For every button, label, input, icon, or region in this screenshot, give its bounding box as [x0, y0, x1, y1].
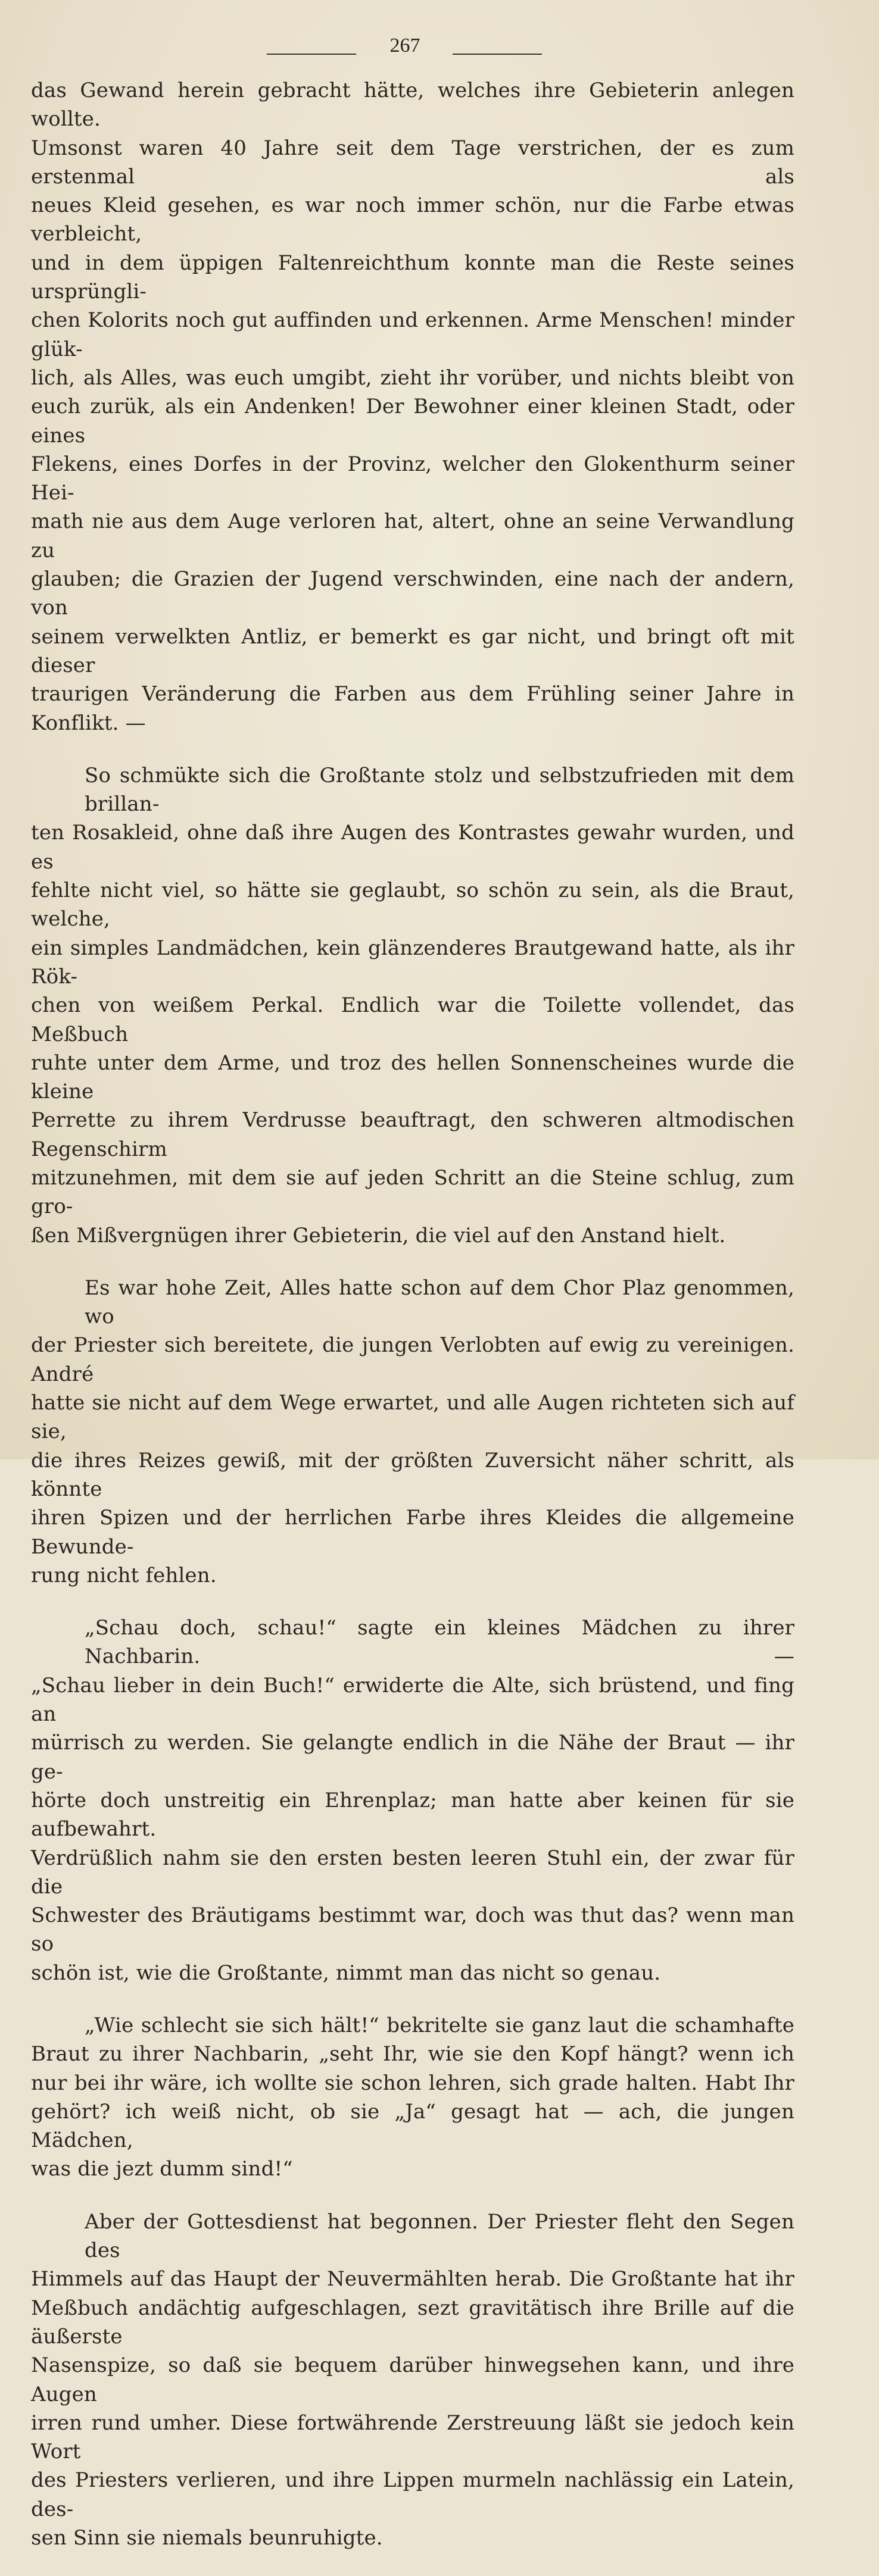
text-line: Umsonst waren 40 Jahre seit dem Tage verstrichen, der es zum erstenmal als — [31, 136, 794, 189]
text-line: Es war hohe Zeit, Alles hatte schon auf dem Chor Plaz genommen, wo — [85, 1276, 794, 1329]
text-line: ein simples Landmädchen, kein glänzenderes Brautgewand hatte, als ihr Rök- — [31, 936, 794, 989]
text-line: „Wie schlecht sie sich hält!“ bekritelte sie ganz laut die schamhafte — [85, 2014, 794, 2037]
text-line: hatte sie nicht auf dem Wege erwartet, und alle Augen richteten sich auf sie, — [31, 1391, 794, 1444]
text-line: und in dem üppigen Faltenreichthum konnte man die Reste seines ursprüngli- — [31, 251, 794, 304]
page-number: 267 — [389, 35, 420, 57]
text-line: Himmels auf das Haupt der Neuvermählten herab. Die Großtante hat ihr — [31, 2267, 794, 2291]
text-line: seinem verwelkten Antliz, er bemerkt es gar nicht, und bringt oft mit dieser — [31, 624, 794, 677]
text-line: „Schau doch, schau!“ sagte ein kleines Mädchen zu ihrer Nachbarin. — — [85, 1616, 794, 1669]
text-line: nur bei ihr wäre, ich wollte sie schon lehren, sich grade halten. Habt Ihr — [31, 2071, 794, 2095]
text-line: Nasenspize, so daß sie bequem darüber hinwegsehen kann, und ihre Augen — [31, 2353, 794, 2406]
text-line: traurigen Veränderung die Farben aus dem Frühling seiner Jahre in Konflikt. — — [31, 682, 794, 735]
text-line: neues Kleid gesehen, es war noch immer schön, nur die Farbe etwas verbleicht, — [31, 193, 794, 246]
paragraph — [31, 2208, 794, 2553]
text-line: rung nicht fehlen. — [31, 1563, 217, 1587]
text-line: Flekens, eines Dorfes in der Provinz, welcher den Glokenthurm seiner Hei- — [31, 452, 794, 505]
text-line: euch zurük, als ein Andenken! Der Bewohner einer kleinen Stadt, oder eines — [31, 395, 794, 448]
text-line: des Priesters verlieren, und ihre Lippen murmeln nachlässig ein Latein, des- — [31, 2468, 794, 2521]
text-line: fehlte nicht viel, so hätte sie geglaubt, so schön zu sein, als die Braut, welche, — [31, 879, 794, 931]
text-line: das Gewand herein gebracht hätte, welches ihre Gebieterin anlegen wollte. — [31, 79, 794, 132]
text-line: glauben; die Grazien der Jugend verschwinden, eine nach der andern, von — [31, 567, 794, 620]
text-line: math nie aus dem Auge verloren hat, altert, ohne an seine Verwandlung zu — [31, 509, 794, 562]
body-text — [31, 76, 794, 2576]
text-line: Perrette zu ihrem Verdrusse beauftragt, den schweren altmodischen Regenschirm — [31, 1108, 794, 1161]
text-line: lich, als Alles, was euch umgibt, zieht ihr vorüber, und nichts bleibt von — [31, 365, 794, 390]
text-line: gehört? ich weiß nicht, ob sie „Ja“ gesagt hat — ach, die jungen Mädchen, — [31, 2099, 794, 2153]
text-line: Meßbuch andächtig aufgeschlagen, sezt gravitätisch ihre Brille auf die äußerste — [31, 2296, 794, 2349]
paragraph — [31, 1274, 794, 1590]
paragraph — [31, 1614, 794, 1987]
header-rule-left — [267, 54, 356, 55]
text-line: Verdrüßlich nahm sie den ersten besten leeren Stuhl ein, der zwar für die — [31, 1846, 794, 1899]
header-rule-right — [453, 54, 542, 55]
text-line: mürrisch zu werden. Sie gelangte endlich in die Nähe der Braut — ihr ge- — [31, 1731, 794, 1784]
text-line: Aber der Gottesdienst hat begonnen. Der Priester fleht den Segen des — [85, 2209, 794, 2263]
paragraph — [31, 761, 794, 1250]
text-line: mitzunehmen, mit dem sie auf jeden Schritt an die Steine schlug, zum gro- — [31, 1165, 794, 1219]
paragraph — [31, 76, 794, 737]
text-line: Braut zu ihrer Nachbarin, „seht Ihr, wie sie den Kopf hängt? wenn ich — [31, 2042, 794, 2067]
text-line: ihren Spizen und der herrlichen Farbe ihres Kleides die allgemeine Bewunde- — [31, 1506, 794, 1559]
text-line: Schwester des Bräutigams bestimmt war, doch was thut das? wenn man so — [31, 1903, 794, 1956]
text-line: was die jezt dumm sind!“ — [31, 2157, 293, 2181]
text-line: hörte doch unstreitig ein Ehrenplaz; man hatte aber keinen für sie aufbewahrt. — [31, 1788, 794, 1842]
text-line: sen Sinn sie niemals beunruhigte. — [31, 2526, 383, 2550]
text-line: schön ist, wie die Großtante, nimmt man das nicht so genau. — [31, 1961, 661, 1985]
text-line: „Schau lieber in dein Buch!“ erwiderte die Alte, sich brüstend, und fing an — [31, 1673, 794, 1727]
page-header — [0, 18, 879, 57]
text-line: irren rund umher. Diese fortwährende Zerstreuung läßt sie jedoch kein Wort — [31, 2411, 794, 2464]
text-line: So schmükte sich die Großtante stolz und selbstzufrieden mit dem brillan- — [85, 763, 794, 817]
text-line: chen von weißem Perkal. Endlich war die Toilette vollendet, das Meßbuch — [31, 993, 794, 1046]
paragraph — [31, 2011, 794, 2184]
text-line: ßen Mißvergnügen ihrer Gebieterin, die viel auf den Anstand hielt. — [31, 1223, 726, 1248]
text-line: die ihres Reizes gewiß, mit der größten Zuversicht näher schritt, als könnte — [31, 1448, 794, 1501]
text-line: chen Kolorits noch gut auffinden und erkennen. Arme Menschen! minder glük- — [31, 308, 794, 361]
text-line: ruhte unter dem Arme, und troz des hellen Sonnenscheines wurde die kleine — [31, 1051, 794, 1104]
text-line: der Priester sich bereitete, die jungen Verlobten auf ewig zu vereinigen. André — [31, 1333, 794, 1386]
text-line: ten Rosakleid, ohne daß ihre Augen des Kontrastes gewahr wurden, und es — [31, 821, 794, 874]
